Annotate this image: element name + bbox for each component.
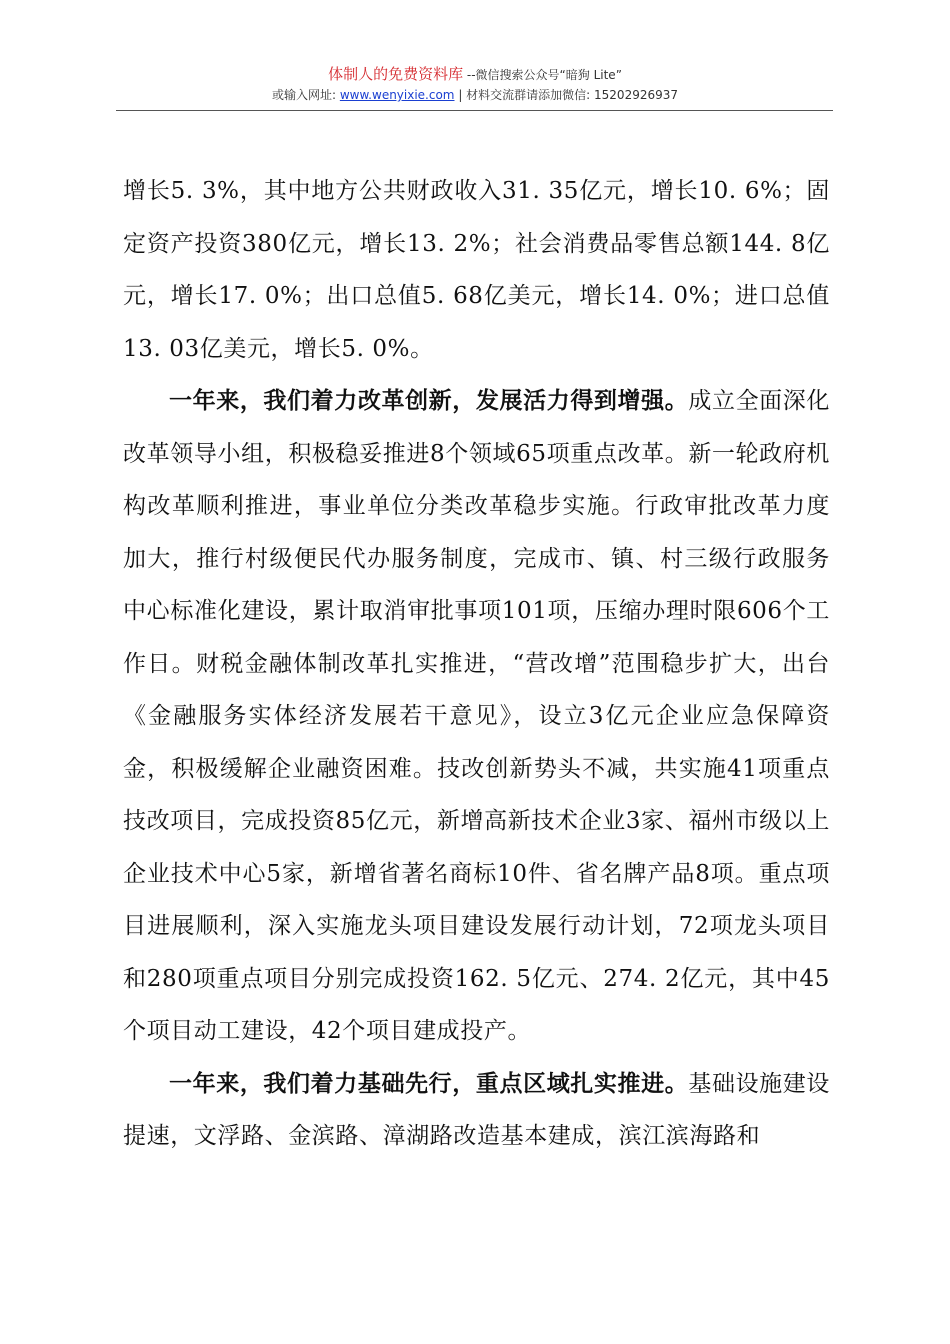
paragraph-infrastructure <box>123 1058 830 1163</box>
header-banner <box>0 64 950 85</box>
paragraph-lead-heading: 一年来，我们着力改革创新，发展活力得到增强。 <box>169 388 689 414</box>
website-link[interactable]: www.wenyixie.com <box>339 88 455 102</box>
document-body <box>123 165 830 1163</box>
paragraph-reform-innovation <box>123 375 830 1058</box>
site-subtitle: --微信搜索公众号“暗狗 Lite” <box>463 68 622 82</box>
page-header <box>0 64 950 105</box>
header-contact-line <box>0 85 950 105</box>
paragraph-economic-figures: 增长5. 3%，其中地方公共财政收入31. 35亿元，增长10. 6%；固定资产投资380亿元，增长13. 2%；社会消费品零售总额144. 8亿元，增长17. 0%；出口总值5. 68亿美元，增长14. 0%；进口总值13. 03亿美元，增长5. 0%。 <box>123 178 830 362</box>
contact-info: | 材料交流群请添加微信: 15202926937 <box>454 88 679 102</box>
paragraph-text: 基础设施建设提速，文浮路、金滨路、漳湖路改造基本建成，滨江滨海路和 <box>123 1070 830 1149</box>
url-prefix: 或输入网址: <box>271 88 340 102</box>
paragraph-text: 成立全面深化改革领导小组，积极稳妥推进8个领域65项重点改革。新一轮政府机构改革顺利推进，事业单位分类改革稳步实施。行政审批改革力度加大，推行村级便民代办服务制度，完成市、镇、村三级行政服务中心标准化建设，累计取消审批事项101项，压缩办理时限606个工作日。财税金融体制改革扎实推进，“营改增”范围稳步扩大，出台《金融服务实体经济发展若干意见》，设立3亿元企业应急保障资金，积极缓解企业融资困难。技改创新势头不减，共实施41项重点技改项目，完成投资85亿元，新增高新技术企业3家、福州市级以上企业技术中心5家，新增省著名商标10件、省名牌产品8项。重点项目进展顺利，深入实施龙头项目建设发展行动计划，72项龙头项目和280项重点项目分别完成投资162. 5亿元、274. 2亿元，其中45个项目动工建设，42个项目建成投产。 <box>123 388 830 1044</box>
paragraph-lead-heading: 一年来，我们着力基础先行，重点区域扎实推进。 <box>169 1070 689 1097</box>
site-name: 体制人的免费资料库 <box>328 65 464 83</box>
header-divider <box>116 110 833 111</box>
